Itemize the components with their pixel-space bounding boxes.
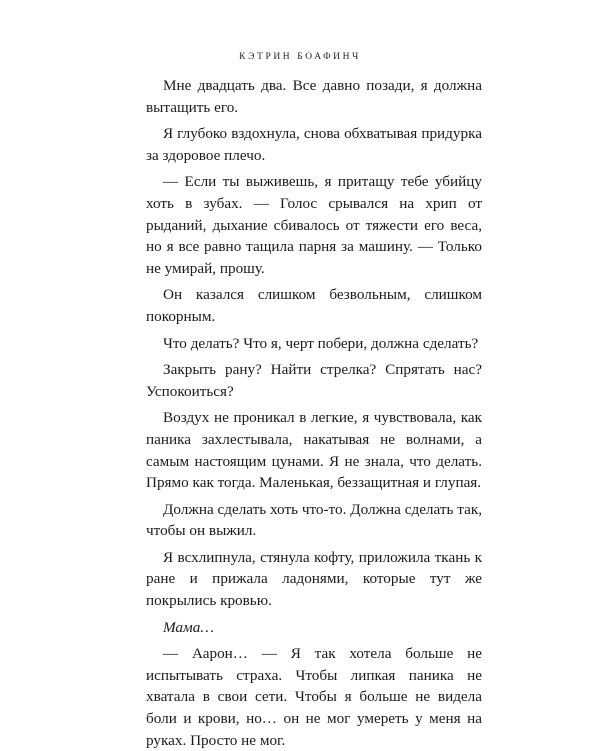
paragraph: Мне двадцать два. Все давно позади, я должна вытащить его. bbox=[146, 77, 482, 116]
paragraph: Я всхлипнула, стянула кофту, приложила ткань к ране и прижала ладонями, которые тут же покрылись кровью. bbox=[146, 548, 482, 610]
paragraph: — Если ты выживешь, я притащу тебе убийцу хоть в зубах. — Голос срывался на хрип от рыданий, дыхание сбивалось от тяжести его веса, но я все равно тащила парня за машину. — Только не умирай, прошу. bbox=[146, 173, 482, 277]
paragraph: Должна сделать хоть что-то. Должна сделать так, чтобы он выжил. bbox=[146, 500, 482, 540]
text-block bbox=[146, 75, 482, 751]
paragraph: — Аарон… — Я так хотела больше не испытывать страха. Чтобы липкая паника не хватала в свои сети. Чтобы я больше не видела боли и крови, но… он не мог умереть у меня на руках. Просто не мог. bbox=[146, 645, 482, 749]
paragraph: Он казался слишком безвольным, слишком покорным. bbox=[146, 286, 482, 325]
paragraph: Закрыть рану? Найти стрелка? Спрятать нас? Успокоиться? bbox=[146, 361, 482, 400]
paragraph: Мама… bbox=[163, 618, 214, 636]
running-head: КЭТРИН БОАФИНЧ bbox=[239, 52, 361, 62]
paragraph: Воздух не проникал в легкие, я чувствовала, как паника захлестывала, накатывая не волнами, а самым настоящим цунами. Я не знала, что делать. Прямо как тогда. Маленькая, беззащитная и глупая. bbox=[146, 409, 482, 492]
paragraph: Я глубоко вздохнула, снова обхватывая придурка за здоровое плечо. bbox=[146, 125, 482, 164]
paragraph: Что делать? Что я, черт побери, должна сделать? bbox=[163, 334, 479, 352]
